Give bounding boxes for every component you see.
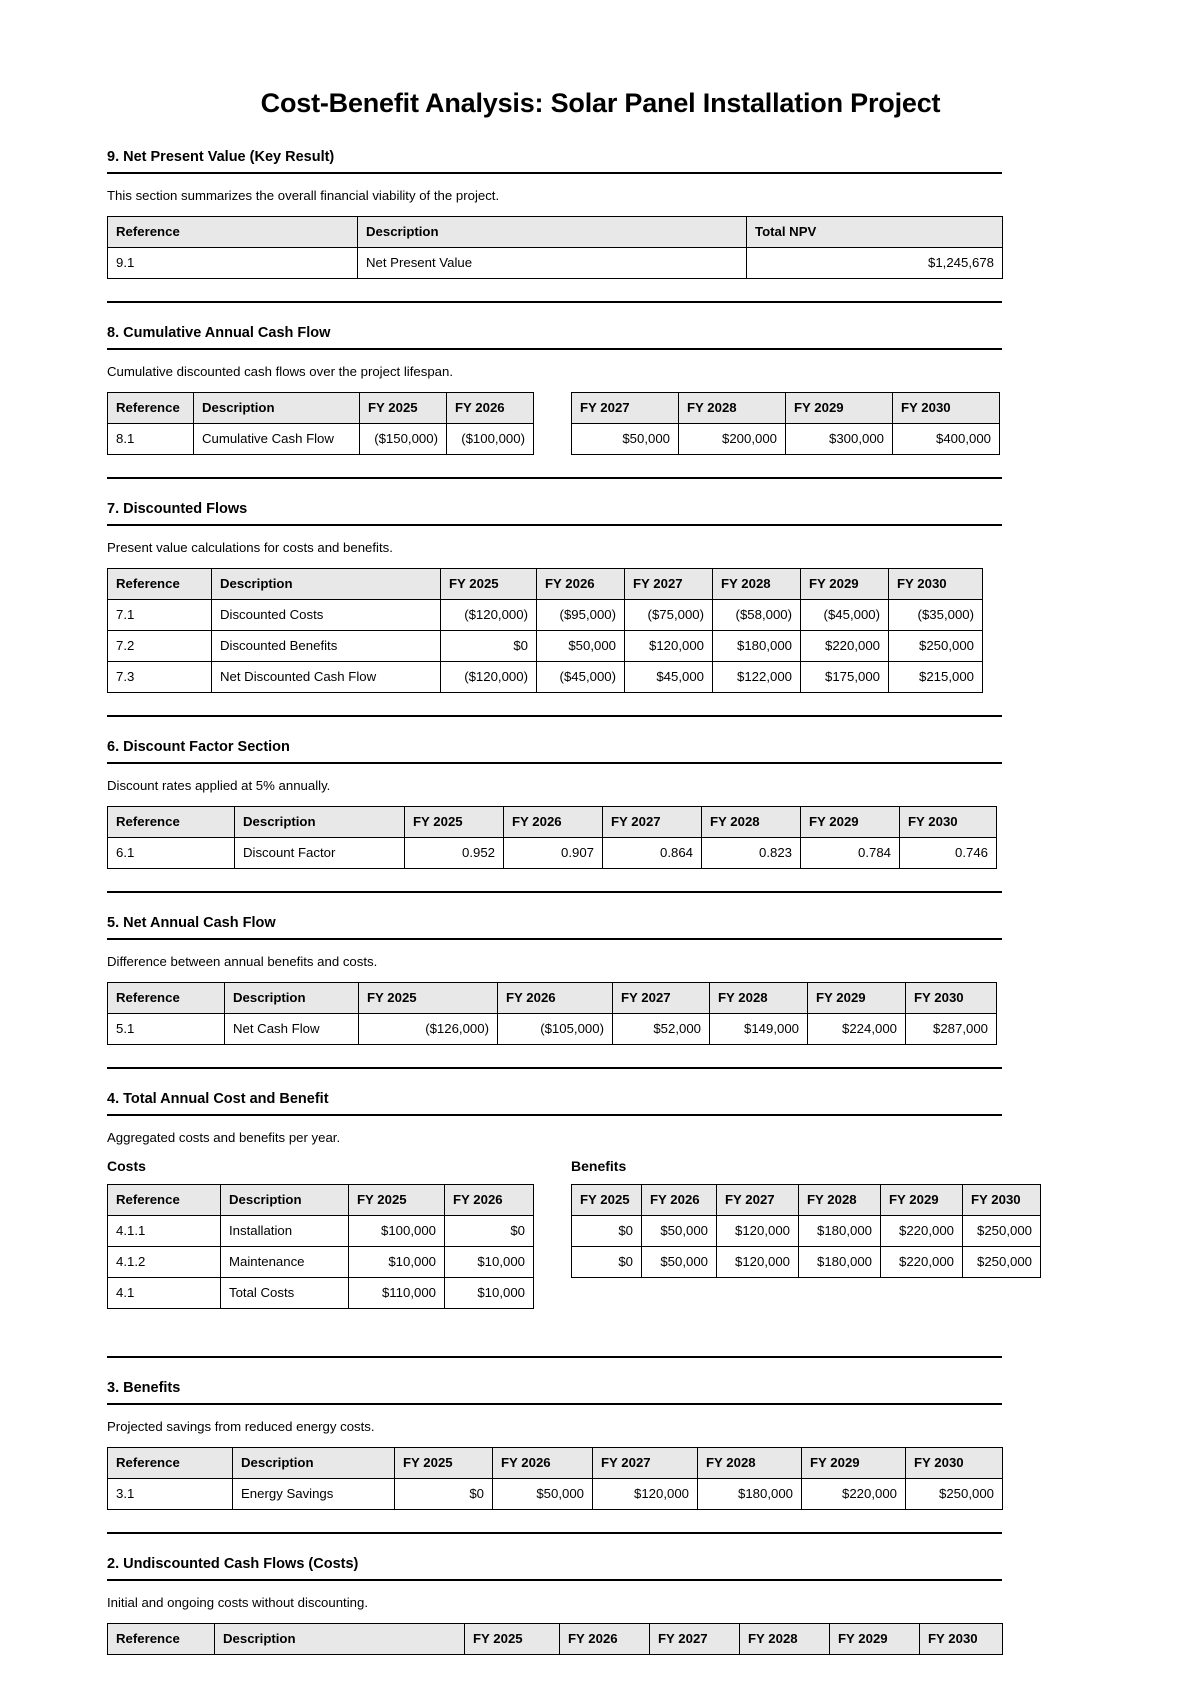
split-table-wrap xyxy=(107,392,1100,455)
table-row xyxy=(108,600,983,631)
cell-fy2025: ($126,000) xyxy=(359,1014,498,1045)
section-description: Present value calculations for costs and benefits. xyxy=(107,540,393,555)
section-undiscounted-cash-flows xyxy=(107,1556,1100,1655)
column-header-description: Description xyxy=(221,1185,349,1216)
table-row xyxy=(572,424,1000,455)
column-header-fy2030: FY 2030 xyxy=(900,807,997,838)
cell-fy2030: ($35,000) xyxy=(889,600,983,631)
cell-fy2028: $180,000 xyxy=(799,1216,881,1247)
cell-fy2026: ($100,000) xyxy=(447,424,534,455)
column-header-fy2029: FY 2029 xyxy=(881,1185,963,1216)
section-heading: 2. Undiscounted Cash Flows (Costs) xyxy=(107,1556,359,1572)
costs-table xyxy=(107,1184,534,1309)
column-header-fy2025: FY 2025 xyxy=(405,807,504,838)
section-description: Difference between annual benefits and costs. xyxy=(107,954,378,969)
cell-fy2025: ($120,000) xyxy=(441,600,537,631)
cell-fy2030: $250,000 xyxy=(963,1216,1041,1247)
cell-description: Maintenance xyxy=(221,1247,349,1278)
column-header-reference: Reference xyxy=(108,1185,221,1216)
costs-block xyxy=(107,1158,534,1309)
column-header-fy2026: FY 2026 xyxy=(642,1185,717,1216)
table-row xyxy=(108,248,1003,279)
cell-fy2025: $0 xyxy=(572,1216,642,1247)
section-bottom-divider xyxy=(107,1356,1002,1358)
column-header-fy2026: FY 2026 xyxy=(447,393,534,424)
column-header-description: Description xyxy=(225,983,359,1014)
cell-fy2030: $250,000 xyxy=(889,631,983,662)
section-divider xyxy=(107,348,1002,350)
cell-fy2026: ($45,000) xyxy=(537,662,625,693)
column-header-fy2030: FY 2030 xyxy=(920,1624,1003,1655)
section-bottom-divider xyxy=(107,891,1002,893)
table-row xyxy=(108,1479,1003,1510)
column-header-fy2025: FY 2025 xyxy=(349,1185,445,1216)
cell-reference: 9.1 xyxy=(108,248,358,279)
cell-fy2028: $200,000 xyxy=(679,424,786,455)
section-heading: 9. Net Present Value (Key Result) xyxy=(107,149,335,165)
section-discounted-flows xyxy=(107,501,1100,717)
cell-fy2025: $0 xyxy=(572,1247,642,1278)
cell-total-npv: $1,245,678 xyxy=(747,248,1003,279)
section-net-present-value xyxy=(107,149,1100,303)
column-header-fy2027: FY 2027 xyxy=(613,983,710,1014)
benefits-block xyxy=(571,1158,1041,1278)
cell-fy2026: $50,000 xyxy=(642,1216,717,1247)
cell-fy2026: $50,000 xyxy=(493,1479,593,1510)
section-bottom-divider xyxy=(107,477,1002,479)
column-header-reference: Reference xyxy=(108,807,235,838)
column-header-fy2026: FY 2026 xyxy=(445,1185,534,1216)
cell-description: Net Cash Flow xyxy=(225,1014,359,1045)
cell-fy2029: $300,000 xyxy=(786,424,893,455)
column-header-fy2030: FY 2030 xyxy=(906,983,997,1014)
cell-fy2025: ($120,000) xyxy=(441,662,537,693)
cell-fy2029: $224,000 xyxy=(808,1014,906,1045)
table-header-row xyxy=(108,807,997,838)
cell-fy2030: $250,000 xyxy=(906,1479,1003,1510)
column-header-fy2029: FY 2029 xyxy=(808,983,906,1014)
cell-description: Energy Savings xyxy=(233,1479,395,1510)
table-row xyxy=(108,1014,997,1045)
table-row xyxy=(108,662,983,693)
cell-reference: 6.1 xyxy=(108,838,235,869)
column-header-description: Description xyxy=(212,569,441,600)
cell-reference: 5.1 xyxy=(108,1014,225,1045)
section-bottom-divider xyxy=(107,1532,1002,1534)
section-description: This section summarizes the overall financial viability of the project. xyxy=(107,188,500,203)
table-row xyxy=(572,1216,1041,1247)
column-header-fy2027: FY 2027 xyxy=(717,1185,799,1216)
cell-fy2025: $110,000 xyxy=(349,1278,445,1309)
column-header-description: Description xyxy=(194,393,360,424)
section-description: Cumulative discounted cash flows over the project lifespan. xyxy=(107,364,453,379)
column-header-fy2027: FY 2027 xyxy=(650,1624,740,1655)
section-description: Projected savings from reduced energy costs. xyxy=(107,1419,375,1434)
section-divider xyxy=(107,172,1002,174)
table-header-row xyxy=(108,1185,534,1216)
section-bottom-divider xyxy=(107,301,1002,303)
table-row xyxy=(108,838,997,869)
column-header-fy2028: FY 2028 xyxy=(713,569,801,600)
cell-fy2027: $120,000 xyxy=(625,631,713,662)
column-header-fy2026: FY 2026 xyxy=(493,1448,593,1479)
cell-fy2030: $215,000 xyxy=(889,662,983,693)
cell-fy2029: ($45,000) xyxy=(801,600,889,631)
column-header-description: Description xyxy=(358,217,747,248)
column-header-fy2030: FY 2030 xyxy=(963,1185,1041,1216)
cell-fy2025: $0 xyxy=(441,631,537,662)
column-header-fy2027: FY 2027 xyxy=(593,1448,698,1479)
cell-reference: 3.1 xyxy=(108,1479,233,1510)
table-header-row xyxy=(108,1624,1003,1655)
cell-description: Discounted Costs xyxy=(212,600,441,631)
table-header-row xyxy=(108,983,997,1014)
cell-fy2027: ($75,000) xyxy=(625,600,713,631)
cell-reference: 7.3 xyxy=(108,662,212,693)
column-header-fy2028: FY 2028 xyxy=(702,807,801,838)
cell-description: Net Present Value xyxy=(358,248,747,279)
table-header-row xyxy=(108,217,1003,248)
section-cumulative-annual-cash-flow xyxy=(107,325,1100,479)
undiscounted-cash-flows-table xyxy=(107,1623,1003,1655)
cell-description: Installation xyxy=(221,1216,349,1247)
benefits-heading: Benefits xyxy=(571,1158,627,1174)
cell-fy2029: 0.784 xyxy=(801,838,900,869)
section-heading: 6. Discount Factor Section xyxy=(107,739,290,755)
cell-reference: 7.2 xyxy=(108,631,212,662)
cell-fy2027: $120,000 xyxy=(593,1479,698,1510)
column-header-description: Description xyxy=(215,1624,465,1655)
column-header-fy2029: FY 2029 xyxy=(786,393,893,424)
table-header-row xyxy=(108,1448,1003,1479)
cell-fy2026: ($95,000) xyxy=(537,600,625,631)
cell-fy2027: $50,000 xyxy=(572,424,679,455)
column-header-fy2026: FY 2026 xyxy=(537,569,625,600)
cell-fy2026: $10,000 xyxy=(445,1278,534,1309)
cell-fy2027: $45,000 xyxy=(625,662,713,693)
table-header-row xyxy=(108,569,983,600)
table-row xyxy=(108,631,983,662)
cumulative-cash-flow-table-right xyxy=(571,392,1000,455)
section-divider xyxy=(107,762,1002,764)
discounted-flows-table xyxy=(107,568,983,693)
section-divider xyxy=(107,524,1002,526)
table-row xyxy=(108,424,534,455)
section-heading: 7. Discounted Flows xyxy=(107,501,248,517)
cell-fy2028: ($58,000) xyxy=(713,600,801,631)
column-header-fy2028: FY 2028 xyxy=(679,393,786,424)
cell-description: Discount Factor xyxy=(235,838,405,869)
cell-description: Total Costs xyxy=(221,1278,349,1309)
column-header-fy2027: FY 2027 xyxy=(625,569,713,600)
cell-reference: 4.1.1 xyxy=(108,1216,221,1247)
section-bottom-divider xyxy=(107,1067,1002,1069)
cell-fy2029: $220,000 xyxy=(881,1216,963,1247)
cell-fy2025: $0 xyxy=(395,1479,493,1510)
column-header-fy2029: FY 2029 xyxy=(830,1624,920,1655)
section-heading: 8. Cumulative Annual Cash Flow xyxy=(107,325,331,341)
column-header-reference: Reference xyxy=(108,217,358,248)
cell-fy2027: $120,000 xyxy=(717,1247,799,1278)
table-row xyxy=(572,1247,1041,1278)
cell-reference: 7.1 xyxy=(108,600,212,631)
cell-fy2027: $52,000 xyxy=(613,1014,710,1045)
column-header-fy2029: FY 2029 xyxy=(801,569,889,600)
column-header-fy2025: FY 2025 xyxy=(441,569,537,600)
column-header-fy2026: FY 2026 xyxy=(498,983,613,1014)
table-header-row xyxy=(572,1185,1041,1216)
section-net-annual-cash-flow xyxy=(107,915,1100,1069)
cell-reference: 4.1 xyxy=(108,1278,221,1309)
column-header-reference: Reference xyxy=(108,1624,215,1655)
cell-fy2025: ($150,000) xyxy=(360,424,447,455)
section-divider xyxy=(107,1403,1002,1405)
table-header-row xyxy=(108,393,534,424)
cell-fy2030: 0.746 xyxy=(900,838,997,869)
discount-factor-table xyxy=(107,806,997,869)
cell-fy2028: $149,000 xyxy=(710,1014,808,1045)
cell-fy2025: 0.952 xyxy=(405,838,504,869)
cell-fy2028: 0.823 xyxy=(702,838,801,869)
column-header-reference: Reference xyxy=(108,983,225,1014)
table-row xyxy=(108,1247,534,1278)
cell-description: Cumulative Cash Flow xyxy=(194,424,360,455)
table-header-row xyxy=(572,393,1000,424)
cell-fy2026: $50,000 xyxy=(642,1247,717,1278)
cell-fy2028: $180,000 xyxy=(698,1479,802,1510)
column-header-fy2025: FY 2025 xyxy=(395,1448,493,1479)
cell-reference: 4.1.2 xyxy=(108,1247,221,1278)
cumulative-cash-flow-table-left xyxy=(107,392,534,455)
cell-fy2028: $180,000 xyxy=(713,631,801,662)
cell-fy2025: $100,000 xyxy=(349,1216,445,1247)
cell-fy2026: ($105,000) xyxy=(498,1014,613,1045)
cell-fy2027: $120,000 xyxy=(717,1216,799,1247)
cell-fy2028: $122,000 xyxy=(713,662,801,693)
section-total-annual-cost-and-benefit xyxy=(107,1091,1100,1358)
column-header-fy2027: FY 2027 xyxy=(572,393,679,424)
column-header-total-npv: Total NPV xyxy=(747,217,1003,248)
column-header-reference: Reference xyxy=(108,1448,233,1479)
column-header-fy2025: FY 2025 xyxy=(359,983,498,1014)
cell-fy2030: $250,000 xyxy=(963,1247,1041,1278)
cell-fy2028: $180,000 xyxy=(799,1247,881,1278)
section-divider xyxy=(107,1579,1002,1581)
column-header-description: Description xyxy=(233,1448,395,1479)
section-description: Aggregated costs and benefits per year. xyxy=(107,1130,341,1145)
benefits-table xyxy=(571,1184,1041,1278)
cell-fy2026: 0.907 xyxy=(504,838,603,869)
section-heading: 4. Total Annual Cost and Benefit xyxy=(107,1091,329,1107)
cell-fy2029: $175,000 xyxy=(801,662,889,693)
column-header-fy2030: FY 2030 xyxy=(906,1448,1003,1479)
column-header-fy2028: FY 2028 xyxy=(710,983,808,1014)
cell-fy2027: 0.864 xyxy=(603,838,702,869)
cell-fy2026: $10,000 xyxy=(445,1247,534,1278)
net-annual-cash-flow-table xyxy=(107,982,997,1045)
column-header-fy2029: FY 2029 xyxy=(802,1448,906,1479)
column-header-fy2026: FY 2026 xyxy=(504,807,603,838)
column-header-fy2028: FY 2028 xyxy=(799,1185,881,1216)
column-header-fy2028: FY 2028 xyxy=(698,1448,802,1479)
cell-fy2029: $220,000 xyxy=(802,1479,906,1510)
cell-fy2025: $10,000 xyxy=(349,1247,445,1278)
column-header-fy2027: FY 2027 xyxy=(603,807,702,838)
page-title: Cost-Benefit Analysis: Solar Panel Installation Project xyxy=(260,88,941,118)
column-header-fy2030: FY 2030 xyxy=(889,569,983,600)
section-bottom-divider xyxy=(107,715,1002,717)
section-description: Discount rates applied at 5% annually. xyxy=(107,778,331,793)
column-header-fy2025: FY 2025 xyxy=(465,1624,560,1655)
column-header-reference: Reference xyxy=(108,393,194,424)
section-discount-factor xyxy=(107,739,1100,893)
column-header-description: Description xyxy=(235,807,405,838)
cell-reference: 8.1 xyxy=(108,424,194,455)
cell-fy2029: $220,000 xyxy=(801,631,889,662)
section-heading: 5. Net Annual Cash Flow xyxy=(107,915,276,931)
cell-description: Net Discounted Cash Flow xyxy=(212,662,441,693)
cell-fy2029: $220,000 xyxy=(881,1247,963,1278)
section-description: Initial and ongoing costs without discounting. xyxy=(107,1595,368,1610)
column-header-fy2025: FY 2025 xyxy=(360,393,447,424)
column-header-fy2025: FY 2025 xyxy=(572,1185,642,1216)
cell-description: Discounted Benefits xyxy=(212,631,441,662)
column-header-reference: Reference xyxy=(108,569,212,600)
section-divider xyxy=(107,1114,1002,1116)
costs-heading: Costs xyxy=(107,1158,146,1174)
column-header-fy2028: FY 2028 xyxy=(740,1624,830,1655)
costs-benefits-wrap xyxy=(107,1158,1100,1309)
section-benefits xyxy=(107,1380,1100,1534)
table-row xyxy=(108,1278,534,1309)
column-header-fy2030: FY 2030 xyxy=(893,393,1000,424)
section-heading: 3. Benefits xyxy=(107,1380,181,1396)
cell-fy2030: $400,000 xyxy=(893,424,1000,455)
column-header-fy2026: FY 2026 xyxy=(560,1624,650,1655)
benefits-detail-table xyxy=(107,1447,1003,1510)
cell-fy2026: $0 xyxy=(445,1216,534,1247)
cell-fy2030: $287,000 xyxy=(906,1014,997,1045)
section-divider xyxy=(107,938,1002,940)
cell-fy2026: $50,000 xyxy=(537,631,625,662)
column-header-fy2029: FY 2029 xyxy=(801,807,900,838)
table-row xyxy=(108,1216,534,1247)
npv-table xyxy=(107,216,1003,279)
